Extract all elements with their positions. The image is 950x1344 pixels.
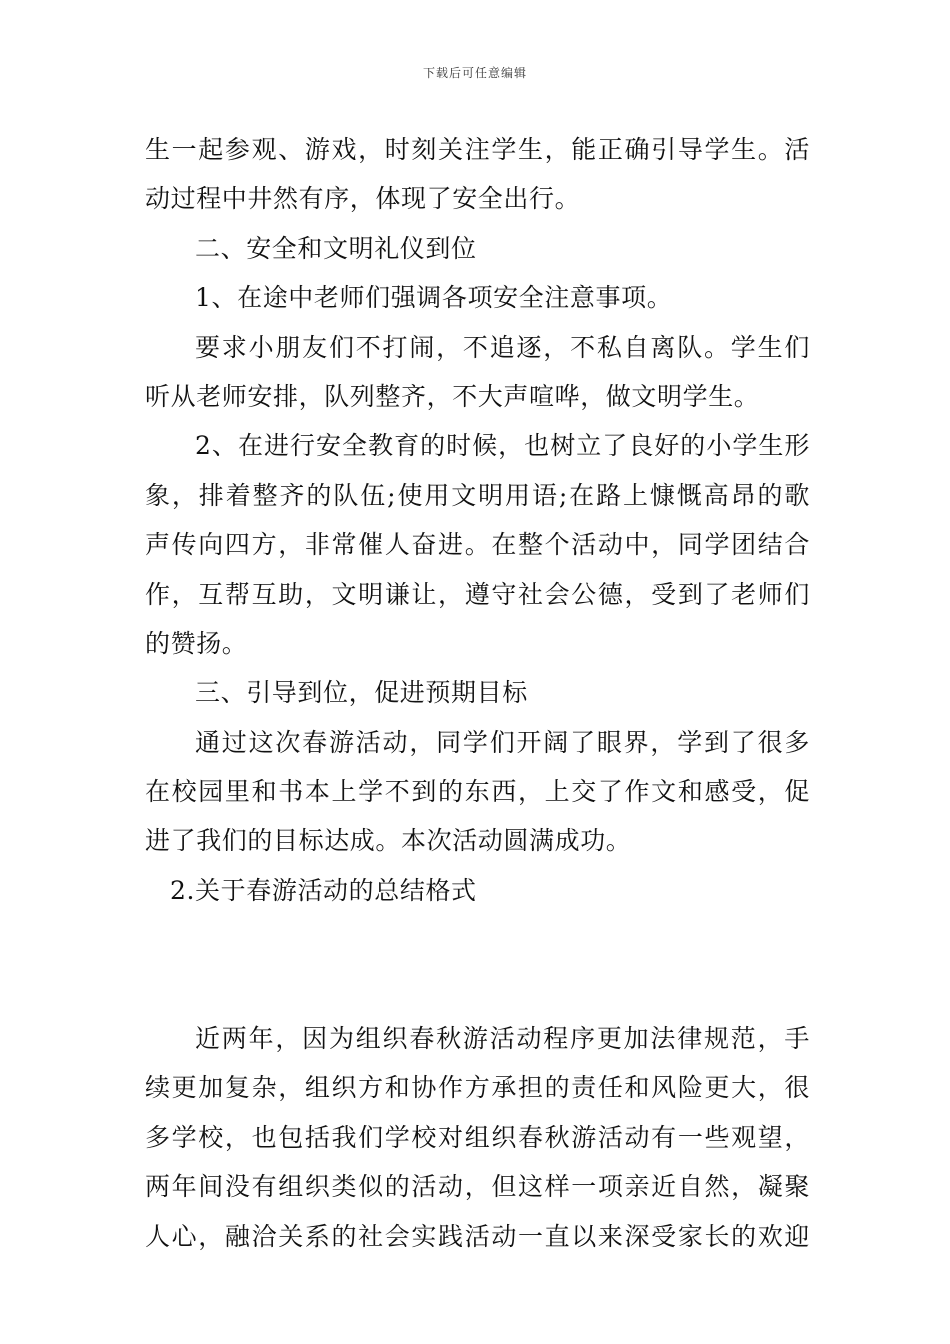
paragraph-line: 声传向四方，非常催人奋进。在整个活动中，同学团结合 (145, 530, 810, 560)
paragraph-line: 象，排着整齐的队伍;使用文明用语;在路上慷慨高昂的歌 (145, 480, 810, 510)
paragraph-line: 作，互帮互助，文明谦让，遵守社会公德，受到了老师们 (145, 579, 810, 609)
paragraph-line: 的赞扬。 (145, 628, 248, 658)
page-header: 下载后可任意编辑 (422, 66, 527, 80)
paragraph-line: 动过程中井然有序，体现了安全出行。 (145, 184, 581, 214)
paragraph-line: 两年间没有组织类似的活动，但这样一项亲近自然，凝聚 (145, 1172, 810, 1202)
section-heading: 二、安全和文明礼仪到位 (195, 233, 477, 263)
paragraph-line: 续更加复杂，组织方和协作方承担的责任和风险更大，很 (145, 1073, 810, 1103)
spacer (145, 915, 810, 1014)
paragraph-line: 多学校，也包括我们学校对组织春秋游活动有一些观望， (145, 1122, 810, 1152)
paragraph-line: 通过这次春游活动，同学们开阔了眼界，学到了很多 (195, 727, 810, 757)
paragraph-line: 2、在进行安全教育的时候，也树立了良好的小学生形 (195, 431, 810, 461)
paragraph-line: 1、在途中老师们强调各项安全注意事项。 (195, 283, 673, 313)
paragraph-line: 在校园里和书本上学不到的东西，上交了作文和感受，促 (145, 777, 810, 807)
section-title: 2.关于春游活动的总结格式 (170, 875, 477, 905)
paragraph-line: 近两年，因为组织春秋游活动程序更加法律规范，手 (195, 1024, 810, 1054)
paragraph-line: 要求小朋友们不打闹，不追逐，不私自离队。学生们 (195, 332, 810, 362)
document-body (145, 125, 810, 1261)
paragraph-line: 听从老师安排，队列整齐，不大声喧哗，做文明学生。 (145, 381, 760, 411)
paragraph-line: 生一起参观、游戏，时刻关注学生，能正确引导学生。活 (145, 135, 810, 164)
paragraph-line: 人心，融洽关系的社会实践活动一直以来深受家长的欢迎 (145, 1221, 810, 1251)
paragraph-line: 进了我们的目标达成。本次活动圆满成功。 (145, 826, 632, 856)
section-heading: 三、引导到位，促进预期目标 (195, 678, 528, 708)
